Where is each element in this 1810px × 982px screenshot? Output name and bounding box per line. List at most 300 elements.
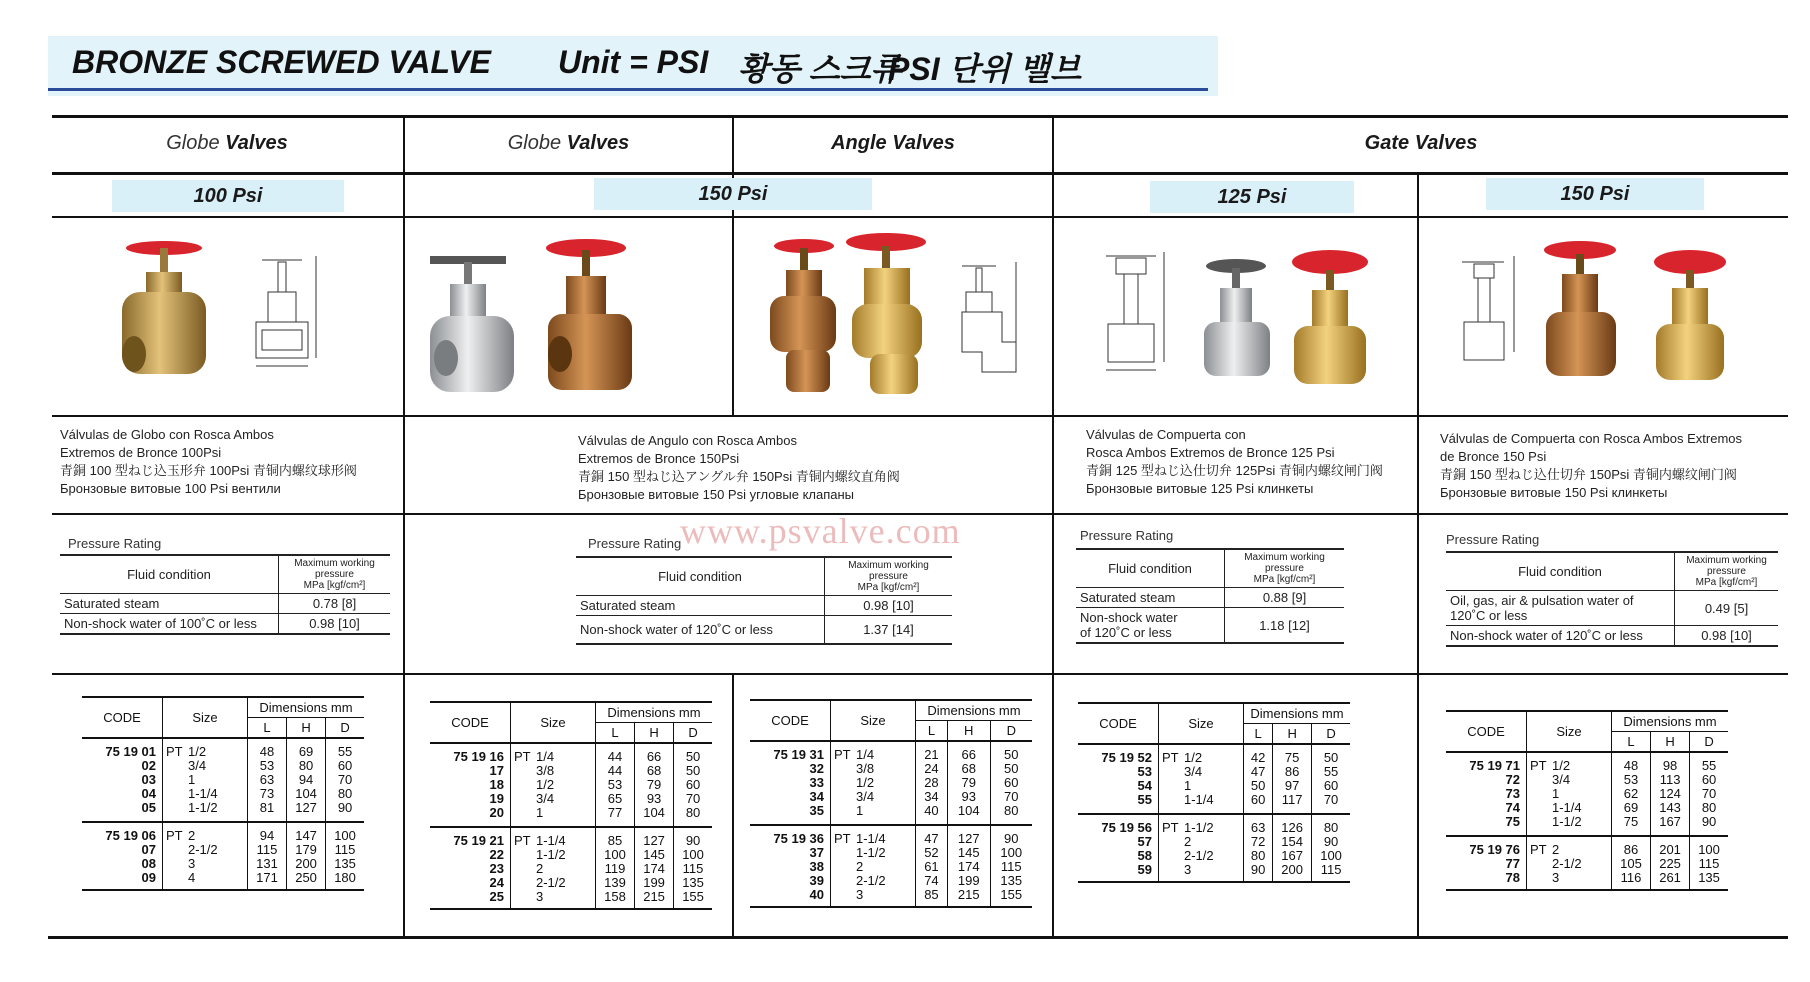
diameter-value: 115 [682,861,704,876]
length-value: 116 [1620,870,1642,885]
thread-type: PT [1530,842,1547,857]
length-value: 85 [924,887,939,902]
height-value: 79 [646,777,662,792]
dim-header-size: Size [831,700,916,741]
dim-header-code: CODE [1446,711,1527,752]
diameter-value: 70 [1323,792,1339,807]
title-korean-2: PSI 단위 밸브 [888,51,1082,87]
size-value: 3/4 [1184,764,1203,779]
code-value: 18 [489,777,504,792]
length-value: 69 [1623,800,1639,815]
size-value: 3 [856,887,864,902]
length-value: 86 [1623,842,1639,857]
length-value: 85 [607,833,623,848]
size-value: 1 [856,803,864,818]
height-value: 66 [961,747,976,762]
thread-type: PT [514,749,531,764]
dim-header-h: H [947,721,990,742]
length-value: 94 [259,828,275,843]
table-row [1446,836,1728,890]
code-value: 58 [1137,848,1152,863]
height-value: 79 [961,775,976,790]
table-row [82,738,364,822]
code-value: 75 19 71 [1469,758,1520,773]
height-value: 117 [1281,792,1303,807]
table-row [1078,814,1350,882]
code-value: 78 [1505,870,1520,885]
code-value: 03 [141,772,156,787]
length-value: 81 [259,800,275,815]
height-value: 201 [1659,842,1681,857]
length-value: 52 [924,845,939,860]
diameter-value: 155 [682,889,704,904]
diameter-value: 100 [1698,842,1720,857]
length-value: 47 [1250,764,1266,779]
height-value: 215 [643,889,665,904]
height-value: 93 [646,791,662,806]
diameter-value: 70 [1004,789,1019,804]
diameter-value: 80 [1004,803,1019,818]
gate-valve-drawing-150 [1462,256,1514,360]
code-value: 34 [809,789,824,804]
title-korean-1: 황동 스크류 [738,51,902,87]
code-value: 32 [809,761,824,776]
psi-band-150-globe: 150 Psi [594,178,872,210]
watermark: www.psvalve.com [680,511,961,551]
height-value: 113 [1659,772,1681,787]
pressure-table-globe-150: Fluid condition Maximum working pressure MPa [kgf/cm²] Saturated steam 0.98 [10] Non-shock water of 120˚C or less 1.37 [14] [576,556,952,645]
height-value: 199 [643,875,665,890]
height-value: 127 [957,831,980,846]
code-value: 05 [141,800,156,815]
diameter-value: 60 [1004,775,1019,790]
length-value: 42 [1250,750,1266,765]
size-value: 3/8 [536,763,555,778]
thread-type: PT [166,744,183,759]
height-value: 126 [1281,820,1303,835]
code-value: 40 [809,887,824,902]
height-value: 75 [1284,750,1300,765]
code-value: 37 [809,845,824,860]
diameter-value: 90 [685,833,701,848]
height-value: 69 [298,744,314,759]
code-value: 17 [489,763,504,778]
diameter-value: 60 [685,777,701,792]
diameter-value: 115 [334,842,356,857]
diameter-value: 115 [1698,856,1720,871]
diameter-value: 60 [1323,778,1339,793]
desc-globe-100: Válvulas de Globo con Rosca Ambos Extremos de Bronce 100Psi 青銅 100 型ねじ込玉形弁 100Psi 青铜内螺纹球形阀 Бронзовые витовые 100 Psi вентили [60,427,357,496]
table-row [430,743,712,827]
size-value: 1/2 [1552,758,1571,773]
height-value: 154 [1281,834,1303,849]
header-gate: Gate Valves [1364,132,1478,154]
size-value: 1/4 [536,749,555,764]
height-value: 200 [1281,862,1303,877]
diameter-value: 135 [334,856,356,871]
dim-header-code: CODE [750,700,831,741]
diameter-value: 115 [1320,862,1342,877]
height-value: 145 [643,847,665,862]
height-value: 174 [957,859,980,874]
diameter-value: 70 [685,791,701,806]
height-value: 104 [295,786,317,801]
diameter-value: 50 [685,749,701,764]
size-value: 1/2 [536,777,555,792]
globe-valve-drawing [256,256,316,366]
length-value: 40 [924,803,939,818]
thread-type: PT [1162,820,1179,835]
size-value: 1-1/4 [536,833,566,848]
code-value: 75 19 52 [1101,750,1152,765]
length-value: 53 [1623,772,1639,787]
size-value: 2-1/2 [1552,856,1582,871]
pressure-table-globe-100: Fluid condition Maximum working pressure MPa [kgf/cm²] Saturated steam 0.78 [8] Non-shock water of 100˚C or less 0.98 [10] [60,554,390,635]
size-value: 1-1/4 [856,831,886,846]
dim-header-l: L [1244,724,1273,745]
code-value: 35 [809,803,824,818]
code-value: 38 [809,859,824,874]
diameter-value: 135 [682,875,704,890]
dim-header-l: L [596,723,635,744]
height-value: 215 [957,887,980,902]
length-value: 119 [604,861,626,876]
size-value: 2 [188,828,196,843]
length-value: 139 [604,875,626,890]
length-value: 44 [607,749,623,764]
size-value: 1-1/2 [536,847,566,862]
length-value: 77 [607,805,623,820]
dim-header-dimensions: Dimensions mm [248,697,365,718]
header-globe-150: Globe Valves [507,132,630,154]
height-value: 145 [957,845,980,860]
title-unit: Unit = PSI [558,44,709,80]
size-value: 1-1/4 [1552,800,1582,815]
diameter-value: 80 [1701,800,1717,815]
dim-header-size: Size [511,702,596,743]
length-value: 61 [924,859,939,874]
dim-header-h: H [635,723,674,744]
diameter-value: 50 [1004,747,1019,762]
code-value: 33 [809,775,824,790]
dim-header-code: CODE [82,697,163,738]
code-value: 72 [1505,772,1520,787]
code-value: 02 [141,758,156,773]
length-value: 90 [1250,862,1266,877]
table-row [750,741,1032,825]
size-value: 1-1/2 [1184,820,1214,835]
dim-header-h: H [1651,732,1690,753]
size-value: 1 [1552,786,1560,801]
size-value: 3 [536,889,544,904]
code-value: 75 19 76 [1469,842,1520,857]
size-value: 3 [188,856,196,871]
size-value: 3 [1184,862,1192,877]
size-value: 1 [188,772,196,787]
code-value: 74 [1505,800,1520,815]
diameter-value: 90 [1323,834,1339,849]
size-value: 3/4 [188,758,207,773]
dimension-table-gate-125 [1078,702,1350,883]
diameter-value: 100 [1320,848,1342,863]
length-value: 80 [1250,848,1266,863]
psi-band-150-gate: 150 Psi [1486,178,1704,210]
psi-band-100: 100 Psi [112,180,344,212]
length-value: 100 [604,847,626,862]
height-value: 225 [1659,856,1681,871]
height-value: 127 [643,833,665,848]
dim-header-h: H [1273,724,1312,745]
diameter-value: 115 [1000,859,1022,874]
size-value: 2-1/2 [856,873,886,888]
size-value: 1-1/4 [1184,792,1214,807]
diameter-value: 50 [1004,761,1019,776]
code-value: 75 19 16 [453,749,504,764]
height-value: 66 [646,749,662,764]
diameter-value: 60 [1701,772,1717,787]
length-value: 74 [924,873,939,888]
desc-gate-150: Válvulas de Compuerta con Rosca Ambos Extremos de Bronce 150 Psi 青銅 150 型ねじ込仕切弁 150Psi 青铜内螺纹闸门阀 Бронзовые витовые 150 Psi клинкеты [1440,431,1743,500]
dim-header-dimensions: Dimensions mm [596,702,713,723]
length-value: 34 [924,789,939,804]
diameter-value: 60 [337,758,353,773]
thread-type: PT [166,828,183,843]
code-value: 57 [1137,834,1152,849]
code-value: 59 [1137,862,1152,877]
diameter-value: 135 [1000,873,1023,888]
size-value: 2 [536,861,544,876]
pressure-label-gate-125: Pressure Rating [1080,528,1174,543]
height-value: 98 [1662,758,1678,773]
code-value: 75 [1505,814,1520,829]
height-value: 261 [1659,870,1681,885]
angle-valve-photo-2 [846,233,926,394]
thread-type: PT [1530,758,1547,773]
table-row [430,827,712,909]
code-value: 73 [1505,786,1520,801]
height-value: 86 [1284,764,1300,779]
size-value: 1/2 [1184,750,1203,765]
table-row [1078,744,1350,814]
length-value: 62 [1623,786,1639,801]
table-row [750,825,1032,907]
code-value: 25 [489,889,504,904]
size-value: 2-1/2 [1184,848,1214,863]
dim-header-d: D [1690,732,1728,753]
diameter-value: 70 [337,772,353,787]
height-value: 147 [295,828,317,843]
height-value: 68 [646,763,662,778]
diameter-value: 135 [1698,870,1720,885]
pressure-table-gate-125: Fluid condition Maximum working pressure MPa [kgf/cm²] Saturated steam 0.88 [9] Non-shock water of 120˚C or less 1.18 [12] [1076,548,1344,644]
dim-header-l: L [248,718,287,739]
dimension-table-globe-100 [82,696,364,891]
header-angle: Angle Valves [831,132,955,154]
length-value: 44 [607,763,623,778]
length-value: 24 [924,761,939,776]
diameter-value: 55 [337,744,353,759]
dim-header-dimensions: Dimensions mm [1612,711,1729,732]
length-value: 53 [607,777,623,792]
psi-band-125: 125 Psi [1150,181,1354,213]
diameter-value: 80 [685,805,701,820]
size-value: 1-1/2 [856,845,886,860]
diameter-value: 90 [1004,831,1019,846]
gate-valve-photo-150a [1544,241,1616,376]
height-value: 250 [295,870,317,885]
dimension-table-angle [750,699,1032,908]
size-value: 2-1/2 [536,875,566,890]
code-value: 54 [1137,778,1152,793]
length-value: 28 [924,775,939,790]
globe-valve-100psi-photo [122,241,206,374]
length-value: 75 [1623,814,1639,829]
length-value: 48 [1623,758,1639,773]
dim-header-code: CODE [430,702,511,743]
diameter-value: 100 [1000,845,1023,860]
dim-header-code: CODE [1078,703,1159,744]
gate-valve-drawing-125 [1106,252,1164,370]
length-value: 131 [256,856,278,871]
size-value: 2-1/2 [188,842,218,857]
code-value: 24 [489,875,504,890]
size-value: 3/8 [856,761,875,776]
length-value: 72 [1250,834,1266,849]
length-value: 73 [259,786,275,801]
dim-header-d: D [674,723,712,744]
dim-header-size: Size [1527,711,1612,752]
length-value: 63 [1250,820,1266,835]
code-value: 75 19 56 [1101,820,1152,835]
height-value: 124 [1659,786,1681,801]
code-value: 75 19 06 [105,828,156,843]
size-value: 3/4 [1552,772,1571,787]
globe-valve-silver-photo [430,256,514,392]
code-value: 55 [1137,792,1152,807]
dimension-table-globe-150 [430,701,712,910]
code-value: 07 [141,842,156,857]
pressure-label-gate-150: Pressure Rating [1446,532,1540,547]
angle-valve-photo-1 [770,239,836,392]
gate-valve-photo-150b [1654,250,1726,380]
dim-header-l: L [1612,732,1651,753]
diameter-value: 50 [1323,750,1339,765]
thread-type: PT [1162,750,1179,765]
length-value: 63 [259,772,275,787]
code-value: 19 [489,791,504,806]
code-value: 04 [141,786,156,801]
height-value: 143 [1659,800,1681,815]
length-value: 21 [924,747,939,762]
code-value: 77 [1505,856,1520,871]
height-value: 68 [961,761,976,776]
size-value: 2 [1552,842,1560,857]
dimension-table-gate-150 [1446,710,1728,891]
pressure-label-globe-150: Pressure Rating [588,536,682,551]
code-value: 20 [489,805,504,820]
desc-globe-150: Válvulas de Angulo con Rosca Ambos Extremos de Bronce 150Psi 青銅 150 型ねじ込アングル弁 150Psi 青铜内螺纹直角阀 Бронзовые витовые 150 Psi угловые клапаны [578,433,900,502]
length-value: 50 [1250,778,1266,793]
dim-header-d: D [1312,724,1350,745]
dim-header-d: D [990,721,1032,742]
length-value: 60 [1250,792,1266,807]
size-value: 3/4 [856,789,875,804]
size-value: 3/4 [536,791,555,806]
diameter-value: 55 [1323,764,1339,779]
diameter-value: 155 [1000,887,1023,902]
height-value: 200 [295,856,317,871]
code-value: 08 [141,856,156,871]
size-value: 3 [1552,870,1560,885]
desc-gate-125: Válvulas de Compuerta con Rosca Ambos Extremos de Bronce 125 Psi 青銅 125 型ねじ込仕切弁 125Psi 青铜内螺纹闸门阀 Бронзовые витовые 125 Psi клинкеты [1086,427,1383,496]
dim-header-size: Size [1159,703,1244,744]
height-value: 104 [643,805,665,820]
code-value: 39 [809,873,824,888]
height-value: 174 [643,861,665,876]
thread-type: PT [834,831,851,846]
diameter-value: 50 [685,763,701,778]
height-value: 93 [961,789,976,804]
pressure-label-globe-100: Pressure Rating [68,536,162,551]
gate-valve-silver-photo [1204,259,1270,376]
size-value: 1 [1184,778,1192,793]
dim-header-h: H [287,718,326,739]
diameter-value: 90 [1701,814,1717,829]
code-value: 75 19 21 [453,833,504,848]
length-value: 47 [924,831,939,846]
dim-header-dimensions: Dimensions mm [916,700,1033,721]
diameter-value: 80 [337,786,353,801]
size-value: 1-1/2 [188,800,218,815]
dim-header-d: D [326,718,364,739]
gate-valve-bronze-photo-125 [1292,250,1368,384]
code-value: 75 19 36 [773,831,824,846]
size-value: 1/4 [856,747,875,762]
length-value: 105 [1620,856,1642,871]
size-value: 1-1/2 [1552,814,1582,829]
size-value: 2 [856,859,864,874]
diameter-value: 100 [682,847,704,862]
size-value: 2 [1184,834,1192,849]
code-value: 75 19 01 [105,744,156,759]
diameter-value: 90 [337,800,353,815]
diameter-value: 70 [1701,786,1717,801]
size-value: 1 [536,805,544,820]
size-value: 1/2 [188,744,207,759]
diameter-value: 100 [334,828,356,843]
height-value: 94 [298,772,314,787]
title-main: BRONZE SCREWED VALVE [72,44,491,80]
dim-header-dimensions: Dimensions mm [1244,703,1351,724]
height-value: 167 [1281,848,1303,863]
table-row [82,822,364,890]
code-value: 23 [489,861,504,876]
size-value: 1-1/4 [188,786,218,801]
length-value: 171 [256,870,278,885]
thread-type: PT [834,747,851,762]
height-value: 80 [298,758,314,773]
length-value: 65 [607,791,623,806]
code-value: 09 [141,870,156,885]
height-value: 167 [1659,814,1681,829]
code-value: 75 19 31 [773,747,824,762]
code-value: 53 [1137,764,1152,779]
length-value: 158 [604,889,626,904]
dim-header-size: Size [163,697,248,738]
diameter-value: 55 [1701,758,1717,773]
length-value: 115 [256,842,278,857]
height-value: 104 [957,803,980,818]
